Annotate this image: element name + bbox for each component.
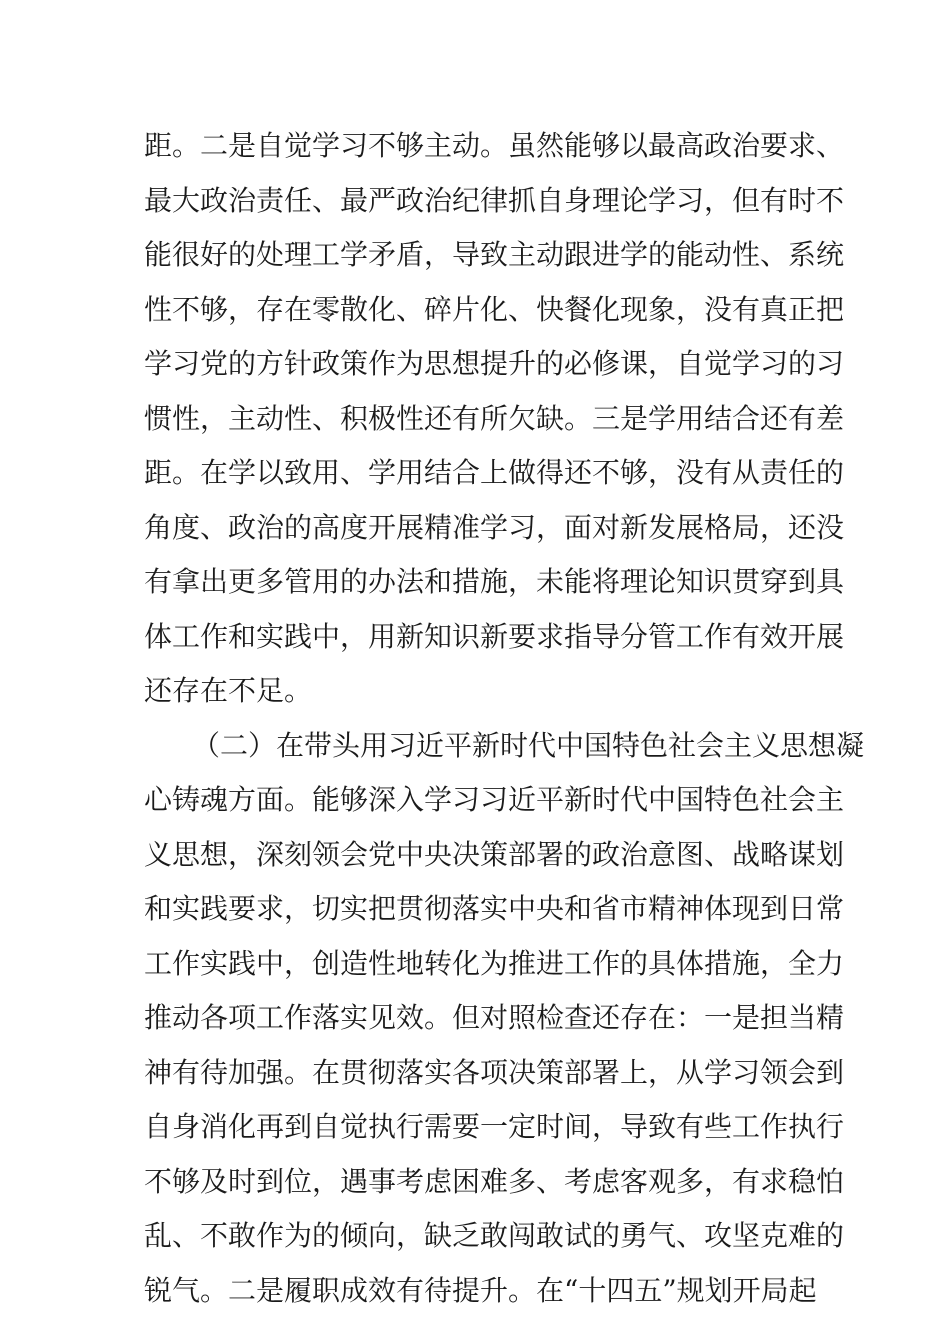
text-line: 自身消化再到自觉执行需要一定时间，导致有些工作执行: [144, 1110, 845, 1143]
text-line: 能很好的处理工学矛盾，导致主动跟进学的能动性、系统: [144, 238, 845, 271]
text-line: 惯性，主动性、积极性还有所欠缺。三是学用结合还有差: [144, 401, 845, 435]
text-line: 还存在不足。: [144, 674, 313, 707]
text-line: 推动各项工作落实见效。但对照检查还存在：一是担当精: [144, 1001, 845, 1034]
text-line: 神有待加强。在贯彻落实各项决策部署上，从学习领会到: [144, 1055, 845, 1089]
section-heading-line: （二）在带头用习近平新时代中国特色社会主义思想凝: [192, 728, 865, 762]
text-line: 工作实践中，创造性地转化为推进工作的具体措施，全力: [144, 946, 845, 980]
text-line: 体工作和实践中，用新知识新要求指导分管工作有效开展: [144, 619, 845, 653]
text-line: 最大政治责任、最严政治纪律抓自身理论学习，但有时不: [144, 183, 845, 217]
text-line: 有拿出更多管用的办法和措施，未能将理论知识贯穿到具: [144, 565, 845, 598]
text-line: 义思想，深刻领会党中央决策部署的政治意图、战略谋划: [144, 837, 845, 871]
text-line: 学习党的方针政策作为思想提升的必修课，自觉学习的习: [144, 347, 845, 380]
body-text: [144, 119, 865, 1318]
text-line: 乱、不敢作为的倾向，缺乏敢闯敢试的勇气、攻坚克难的: [144, 1219, 845, 1252]
text-line: 性不够，存在零散化、碎片化、快餐化现象，没有真正把: [144, 292, 845, 326]
text-line: 角度、政治的高度开展精准学习，面对新发展格局，还没: [144, 510, 845, 544]
text-line: 不够及时到位，遇事考虑困难多、考虑客观多，有求稳怕: [144, 1164, 845, 1198]
text-line: 心铸魂方面。能够深入学习习近平新时代中国特色社会主: [144, 783, 845, 816]
text-line: 距。二是自觉学习不够主动。虽然能够以最高政治要求、: [144, 129, 845, 162]
text-line: 和实践要求，切实把贯彻落实中央和省市精神体现到日常: [144, 892, 845, 925]
text-line: 锐气。二是履职成效有待提升。在“十四五”规划开局起: [144, 1273, 817, 1307]
text-line: 距。在学以致用、学用结合上做得还不够，没有从责任的: [144, 456, 845, 489]
